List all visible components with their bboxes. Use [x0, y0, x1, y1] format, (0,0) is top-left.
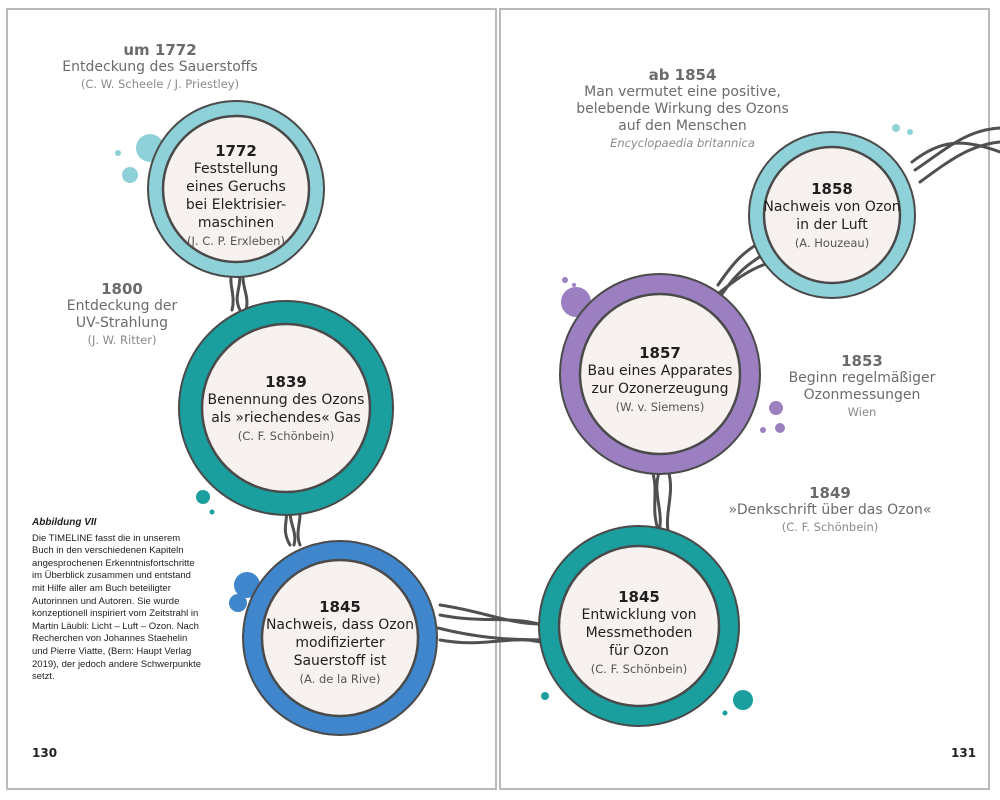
annotation-1849-source: (C. F. Schönbein) [781, 520, 879, 534]
annotation-1800-line: Entdeckung der [66, 298, 178, 314]
annotation-1854-line: belebende Wirkung des Ozons [576, 101, 789, 117]
annotation-1800-source: (J. W. Ritter) [87, 333, 157, 347]
annotation-1800-line: UV-Strahlung [75, 315, 169, 331]
circle-1772-line: maschinen [197, 215, 275, 231]
circle-1839-source: (C. F. Schönbein) [237, 429, 335, 443]
annotation-1849 [722, 485, 938, 536]
circle-1857-source: (W. v. Siemens) [615, 400, 705, 414]
circle-1857-line: Bau eines Apparates [587, 363, 733, 379]
annotation-1853-line: Ozonmessungen [803, 387, 921, 403]
circle-1845a [255, 598, 425, 688]
annotation-1854-line: Man vermutet eine positive, [584, 84, 781, 100]
circle-1858-line: Nachweis von Ozon [763, 199, 901, 215]
circle-1857-year: 1857 [639, 344, 681, 362]
circle-1772-line: Feststellung [193, 161, 279, 177]
figure-caption [32, 517, 202, 684]
circle-1845a-year: 1845 [319, 598, 361, 616]
annotation-1853 [778, 353, 946, 421]
annotation-1853-year: 1853 [841, 352, 883, 370]
annotation-1772-line: Entdeckung des Sauerstoffs [62, 59, 258, 75]
circle-1858-year: 1858 [811, 180, 853, 198]
circle-1845a-line: Sauerstoff ist [293, 653, 387, 669]
circle-1772-line: bei Elektrisier- [185, 197, 287, 213]
annotation-1772-source: (C. W. Scheele / J. Priestley) [80, 77, 240, 91]
circle-1845b [564, 588, 714, 678]
circle-1845b-year: 1845 [618, 588, 660, 606]
circle-1845b-line: Entwicklung von [581, 607, 697, 623]
circle-1858-source: (A. Houzeau) [794, 236, 870, 250]
circle-1839-line: Benennung des Ozons [207, 392, 365, 408]
circle-1845a-line: modifizierter [295, 635, 385, 651]
circle-1772 [164, 142, 308, 250]
caption-title: Abbildung VII [32, 517, 97, 528]
annotation-1854 [555, 67, 810, 152]
circle-1857-line: zur Ozonerzeugung [591, 381, 729, 397]
annotation-1853-line: Beginn regelmäßiger [788, 370, 936, 386]
circle-1845a-line: Nachweis, dass Ozon [265, 617, 415, 633]
circle-1845b-source: (C. F. Schönbein) [590, 662, 688, 676]
annotation-1854-line: auf den Menschen [618, 118, 747, 134]
annotation-1854-source: Encyclopaedia britannica [610, 136, 755, 150]
circle-1857 [575, 344, 745, 416]
annotation-1772 [40, 42, 280, 93]
annotation-1849-line: »Denkschrift über das Ozon« [728, 502, 932, 518]
circle-1772-year: 1772 [215, 142, 257, 160]
annotation-1853-source: Wien [847, 405, 877, 419]
caption-body: Die TIMELINE fasst die in unserem Buch in den verschiedenen Kapiteln angesprochenen Erkenntnisfortschritte im Überblick zusammen und entstand mit Hilfe aller am Buch beteiligter Autorinnen und Autoren. Sie wurde konzeptionell inspiriert vom Zeitstrahl in Martin Läubli: Licht – Luft – Ozon. Nach Recherchen von Johannes Staehelin und Pierre Viatte, (Bern: Haupt Verlag 2019), der jedoch andere Schwerpunkte setzt. [32, 532, 202, 683]
circle-1839 [196, 373, 376, 445]
circle-1845b-line: für Ozon [609, 643, 669, 659]
circle-1845b-line: Messmethoden [585, 625, 693, 641]
annotation-1849-year: 1849 [809, 484, 851, 502]
circle-1839-year: 1839 [265, 373, 307, 391]
page-number-left: 130 [32, 746, 58, 760]
circle-1858-line: in der Luft [796, 217, 868, 233]
annotation-1854-year: ab 1854 [648, 66, 717, 84]
circle-1772-source: (J. C. P. Erxleben) [187, 234, 285, 248]
annotation-1800 [42, 281, 202, 349]
annotation-1800-year: 1800 [101, 280, 143, 298]
circle-1839-line: als »riechendes« Gas [211, 410, 361, 426]
circle-1772-line: eines Geruchs [186, 179, 286, 195]
page-number-right: 131 [951, 746, 977, 760]
annotation-1772-year: um 1772 [123, 41, 197, 59]
circle-1845a-source: (A. de la Rive) [299, 672, 381, 686]
circle-1858 [762, 180, 902, 252]
